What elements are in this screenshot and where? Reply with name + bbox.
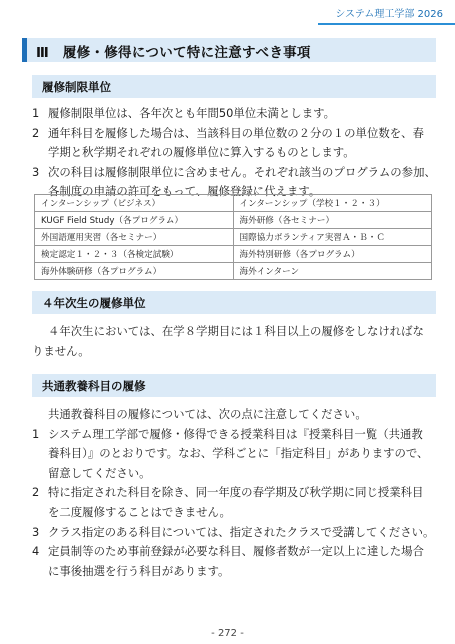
credit-limit-list	[32, 104, 436, 202]
table-cell: 国際協力ボランティア実習Ａ・Ｂ・Ｃ	[233, 229, 432, 246]
page-number: - 272 -	[211, 628, 244, 639]
list-item: 2 通年科目を履修した場合は、当該科目の単位数の２分の１の単位数を、春	[32, 125, 424, 140]
list-item: 1 履修制限単位は、各年次とも年間50単位未満とします。	[32, 106, 335, 120]
table-row	[35, 195, 432, 212]
section-heading-text: 履修制限単位	[42, 80, 111, 94]
table-row	[35, 212, 432, 229]
table-row	[35, 229, 432, 246]
list-item: 3 クラス指定のある科目については、指定されたクラスで受講してください。	[32, 524, 435, 539]
list-item-continuation: に事後抽選を行う科目があります。	[48, 563, 230, 578]
list-item-continuation: を二度履修することはできません。	[48, 504, 231, 519]
chapter-title-bar	[22, 38, 436, 62]
list-item-continuation: 各制度の申請の許可をもって、履修登録に代えます。	[48, 184, 321, 199]
section-heading-4th-year	[32, 291, 436, 314]
running-header: システム理工学部 2026	[335, 9, 443, 20]
table-cell: 外国語運用実習（各セミナー）	[35, 229, 234, 246]
table-row	[35, 246, 432, 263]
intro-line: 共通教養科目の履修については、次の点に注意してください。	[48, 407, 367, 421]
general-education-list	[32, 405, 436, 581]
list-item: 4 定員制等のため事前登録が必要な科目、履修者数が一定以上に達した場合	[32, 544, 424, 559]
table-cell: 海外体験研修（各プログラム）	[35, 263, 234, 280]
section-heading-text: ４年次生の履修単位	[42, 296, 146, 310]
section-heading-general-education	[32, 374, 436, 397]
table-cell: 海外特別研修（各プログラム）	[233, 246, 432, 263]
section-heading-text: 共通教養科目の履修	[42, 379, 146, 393]
list-item-continuation: 養科目）』のとおりです。なお、学科ごとに「指定科目」がありますので、	[48, 446, 429, 461]
table-row	[35, 263, 432, 280]
list-item-continuation: 学期と秋学期それぞれの履修単位に算入するものとします。	[48, 145, 355, 160]
list-item: 3 次の科目は履修制限単位に含めません。それぞれ該当のプログラムの参加、	[32, 164, 436, 179]
section-heading-credit-limit	[32, 75, 436, 98]
4th-year-paragraph	[32, 322, 436, 361]
table-cell: 検定認定１・２・３（各検定試験）	[35, 246, 234, 263]
chapter-title: Ⅲ 履修・修得について特に注意すべき事項	[36, 45, 311, 61]
list-item: 2 特に指定された科目を除き、同一年度の春学期及び秋学期に同じ授業科目	[32, 485, 424, 500]
table-cell: KUGF Field Study（各プログラム）	[35, 212, 234, 229]
paragraph-line: りません。	[32, 343, 90, 358]
header-rule	[318, 23, 455, 25]
table-cell: 海外研修（各セミナー）	[233, 212, 432, 229]
table-cell: インターンシップ（学校１・２・３）	[233, 195, 432, 212]
excluded-programs-table	[34, 194, 432, 280]
table-cell: 海外インターン	[233, 263, 432, 280]
list-item-continuation: 留意してください。	[48, 465, 151, 480]
paragraph-line: ４年次生においては、在学８学期目には１科目以上の履修をしなければな	[48, 324, 424, 338]
list-item: 1 システム理工学部で履修・修得できる授業科目は『授業科目一覧（共通教	[32, 426, 423, 441]
table-cell: インターンシップ（ビジネス）	[35, 195, 234, 212]
